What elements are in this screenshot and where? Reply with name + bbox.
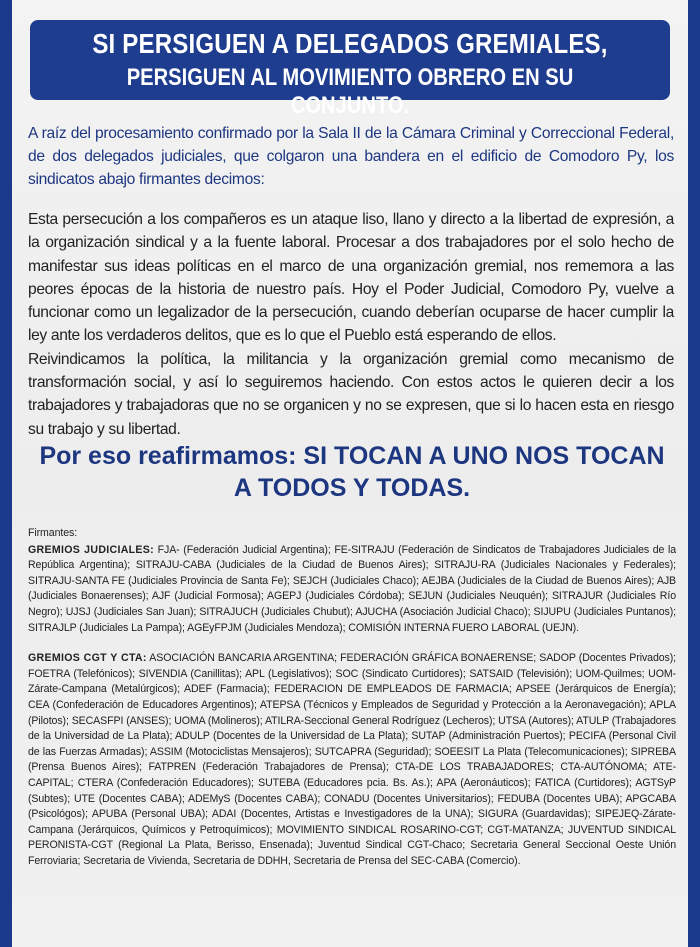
cgt-cta-unions-text: ASOCIACIÓN BANCARIA ARGENTINA; FEDERACIÓN GRÁFICA BONAERENSE; SADOP (Docentes Privados); FOETRA (Telefónicos); SIVENDIA (Canillitas); APL (Legislativos); SOC (Sindicato Curtidores); SATSAID (Televisión); UOM-Quilmes; UOM-Zárate-Campana (Metalúrgicos); ADEF (Farmacia); FEDERACION DE EMPLEADOS DE FARMACIA; APSEE (Jerárquicos de Energía); CEA (Confederación de Educadores Argentinos); ATEPSA (Técnicos y Empleados de Seguridad y Protección a la Aeronavegación); APLA (Pilotos); SECASFPI (ANSES); UOMA (Molineros); ATILRA-Seccional General Rodríguez (Lecheros); UTSA (Autores); ATULP (Trabajadores de la Universidad de La Plata); ADULP (Docentes de la Universidad de La Plata); SUTAP (Administración Puertos); PECIFA (Personal Civil de las Fuerzas Armadas); ASSIM (Motociclistas Mensajeros); SUTCAPRA (Seguridad); SOEESIT La Plata (Telecomunicaciones); SIPREBA (Prensa Buenos Aires); FATPREN (Federación Trabajadores de Prensa); CTA-DE LOS TRABAJADORES; CTA-AUTÓNOMA; ATE-CAPITAL; CTERA (Confederación Educadores); SUTEBA (Educadores pcia. Bs. As.); APA (Aeronáuticos); FATICA (Curtidores); AGTSyP (Subtes); UTE (Docentes CABA); ADEMyS (Docentes CABA); CONADU (Docentes Universitarios); FEDUBA (Docentes UBA); APGCABA (Psicológos); APUBA (Personal UBA); ADAI (Docentes, Artistas e Investigadores de la UNA); SIGURA (Guardavidas); SIPEJEQ-Zárate-Campana (Jerárquicos, Químicos y Petroquímicos); MOVIMIENTO SINDICAL ROSARINO-CGT; CGT-MATANZA; JUVENTUD SINDICAL PERONISTA-CGT (Regional La Plata, Berisso, Ensenada); Juventud Sindical CGT-Chaco; Secretaria General Seccional Oeste Unión Ferroviaria; Secretaria de Vivienda, Secretaria de DDHH, Secretaria de Prensa del SEC-CABA (Comercio).: [28, 652, 676, 867]
statement-page: [12, 0, 688, 947]
body-paragraph-1: Esta persecución a los compañeros es un ataque liso, llano y directo a la libertad de expresión, a la organización sindical y a la fuente laboral. Procesar a dos trabajadores por el solo hecho de manifestar sus ideas políticas en el marco de una organización gremial, nos rememora a las peores épocas de la historia de nuestro país. Hoy el Poder Judicial, Comodoro Py, vuelve a funcionar como un legalizador de la persecución, cuando deberían ocuparse de hacer cumplir la ley ante los verdaderos delitos, que es lo que el Pueblo está esperando de ellos.: [28, 211, 674, 345]
headline-line-1: SI PERSIGUEN A DELEGADOS GREMIALES,: [92, 28, 608, 59]
judicial-unions-list: [28, 543, 676, 637]
signatories-section: [28, 526, 676, 869]
body-paragraph-2: Reivindicamos la política, la militancia y la organización gremial como mecanismo de transformación social, y así lo seguiremos haciendo. Con estos actos le quieren decir a los trabajadores y trabajadoras que no se organicen y no se expresen, que si lo hacen esta en riesgo su trabajo y su libertad.: [28, 350, 674, 438]
section-spacer: [28, 636, 676, 651]
headline-line-2: PERSIGUEN AL MOVIMIENTO OBRERO EN SU CONJUNTO.: [126, 64, 574, 119]
judicial-unions-text: FJA- (Federación Judicial Argentina); FE-SITRAJU (Federación de Sindicatos de Trabajadores Judiciales de la República Argentina); SITRAJU-CABA (Judiciales de la Ciudad de Buenos Aires); SITRAJU-RA (Judiciales Nacionales y Federales); SITRAJU-SANTA FE (Judiciales Provincia de Santa Fe); SEJCH (Judiciales Chaco); AEJBA (Judiciales de la Ciudad de Buenos Aires); AJB (Judiciales Bonaerenses); AJF (Judicial Formosa); AGEPJ (Judiciales Córdoba); SEJUN (Judiciales Neuquén); SITRAJUR (Judiciales Río Negro); UJSJ (Judiciales San Juan); SITRAJUCH (Judiciales Chubut); AJUCHA (Asociación Judicial Chaco); SIJUPU (Judiciales Puntanos); SITRAJLP (Judiciales La Pampa); AGEyFPJM (Judiciales Mendoza); COMISIÓN INTERNA FUERO LABORAL (UEJN).: [28, 543, 676, 634]
slogan-line-1: Por eso reafirmamos: SI TOCAN A UNO NOS TOCAN: [39, 442, 665, 470]
intro-paragraph: A raíz del procesamiento confirmado por la Sala II de la Cámara Criminal y Correccional Federal, de dos delegados judiciales, que colgaron una bandera en el edificio de Comodoro Py, los sindicatos abajo firmantes decimos:: [28, 125, 674, 188]
cgt-cta-unions-list: [28, 651, 676, 869]
cgt-cta-unions-heading: GREMIOS CGT Y CTA:: [28, 652, 147, 665]
headline-banner: [30, 20, 670, 119]
signatories-label: Firmantes:: [28, 527, 78, 539]
slogan-line-2: A TODOS Y TODAS.: [233, 474, 471, 502]
statement-body: [28, 208, 674, 441]
slogan: [32, 440, 672, 504]
judicial-unions-heading: GREMIOS JUDICIALES:: [28, 543, 154, 556]
